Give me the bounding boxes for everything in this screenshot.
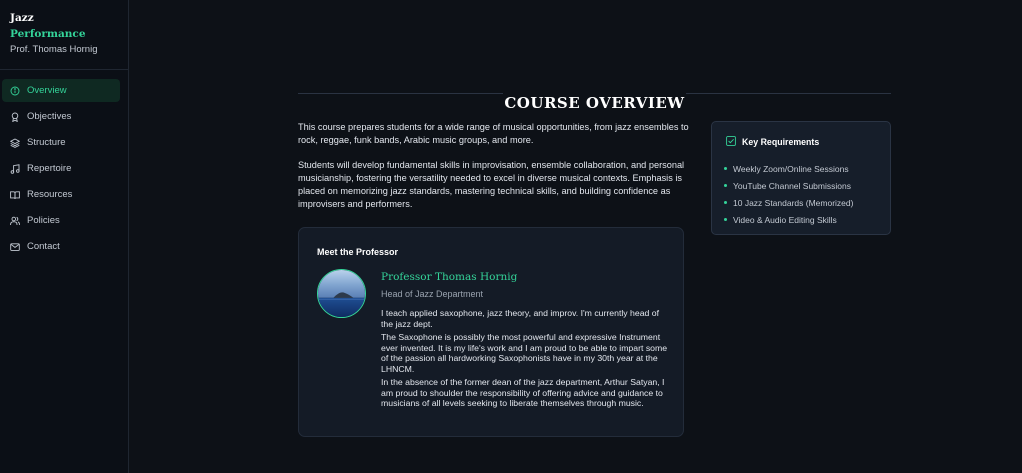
sidebar-item-repertoire[interactable] bbox=[2, 157, 120, 180]
brand-title-line2: Performance bbox=[10, 28, 86, 40]
bio-paragraph: The Saxophone is possibly the most powerful and expressive Instrument ever invented. It is my life's work and I am proud to be able to impart some of the passion all hardworking Saxophonists have in my 30th year at the LHNCM. bbox=[381, 332, 668, 374]
sidebar-item-label: Contact bbox=[27, 241, 60, 252]
requirement-text: YouTube Channel Submissions bbox=[733, 180, 851, 191]
sidebar-nav bbox=[0, 70, 128, 258]
users-icon bbox=[10, 216, 20, 226]
bullet-icon bbox=[724, 218, 727, 221]
brand-professor: Prof. Thomas Hornig bbox=[10, 44, 98, 55]
sidebar-item-resources[interactable] bbox=[2, 183, 120, 206]
list-item bbox=[724, 177, 853, 194]
book-open-icon bbox=[10, 190, 20, 200]
key-requirements-title: Key Requirements bbox=[742, 137, 820, 147]
brand-title-line1: Jazz bbox=[10, 12, 34, 24]
professor-info bbox=[381, 270, 671, 412]
professor-bio bbox=[381, 308, 671, 409]
sidebar bbox=[0, 0, 129, 473]
sidebar-item-label: Structure bbox=[27, 137, 66, 148]
list-item bbox=[724, 194, 853, 211]
title-divider-right bbox=[686, 93, 891, 94]
professor-card-heading: Meet the Professor bbox=[317, 247, 399, 257]
requirement-text: Video & Audio Editing Skills bbox=[733, 214, 837, 225]
key-requirements-card bbox=[711, 121, 891, 235]
sidebar-item-label: Overview bbox=[27, 85, 67, 96]
mail-icon bbox=[10, 242, 20, 252]
sidebar-item-overview[interactable] bbox=[2, 79, 120, 102]
list-item bbox=[724, 211, 853, 228]
avatar bbox=[317, 269, 366, 318]
sidebar-item-objectives[interactable] bbox=[2, 105, 120, 128]
intro-paragraph: This course prepares students for a wide range of musical opportunities, from jazz ensembles to rock, reggae, funk bands, Arabic music groups, and more. bbox=[298, 122, 689, 145]
brand bbox=[0, 0, 128, 70]
section-title-row bbox=[298, 84, 891, 113]
sidebar-item-label: Objectives bbox=[27, 111, 72, 122]
professor-card bbox=[298, 227, 684, 437]
professor-name: Professor Thomas Hornig bbox=[381, 271, 518, 283]
main-content bbox=[129, 0, 1022, 473]
sidebar-item-structure[interactable] bbox=[2, 131, 120, 154]
list-item bbox=[724, 160, 853, 177]
page-title: COURSE OVERVIEW bbox=[504, 94, 685, 113]
intro-paragraph: Students will develop fundamental skills in improvisation, ensemble collaboration, and personal musicianship, fostering the versatility needed to excel in diverse musical contexts. Emphasis is placed on memorizing jazz standards, mastering technical skills, and building confidence as improvisers and performers. bbox=[298, 160, 685, 209]
bio-paragraph: I teach applied saxophone, jazz theory, and improv. I'm currently head of the jazz dept. bbox=[381, 308, 660, 329]
requirement-text: 10 Jazz Standards (Memorized) bbox=[733, 197, 854, 208]
course-intro bbox=[298, 121, 690, 223]
check-square-icon bbox=[726, 136, 736, 148]
music-note-icon bbox=[10, 164, 20, 174]
bullet-icon bbox=[724, 167, 727, 170]
requirement-text: Weekly Zoom/Online Sessions bbox=[733, 163, 849, 174]
professor-role: Head of Jazz Department bbox=[381, 289, 484, 299]
sidebar-item-label: Resources bbox=[27, 189, 73, 200]
sidebar-item-contact[interactable] bbox=[2, 235, 120, 258]
bullet-icon bbox=[724, 201, 727, 204]
bullet-icon bbox=[724, 184, 727, 187]
key-requirements-heading bbox=[726, 136, 819, 148]
info-circle-icon bbox=[10, 86, 20, 96]
sidebar-item-policies[interactable] bbox=[2, 209, 120, 232]
layers-icon bbox=[10, 138, 20, 148]
sidebar-item-label: Repertoire bbox=[27, 163, 72, 174]
requirements-list bbox=[724, 160, 853, 228]
sidebar-item-label: Policies bbox=[27, 215, 60, 226]
award-icon bbox=[10, 112, 20, 122]
bio-paragraph: In the absence of the former dean of the jazz department, Arthur Satyan, I am proud to shoulder the responsibility of offering advice and guidance to musicians of all levels seeking to liberate themselves through music. bbox=[381, 377, 665, 408]
